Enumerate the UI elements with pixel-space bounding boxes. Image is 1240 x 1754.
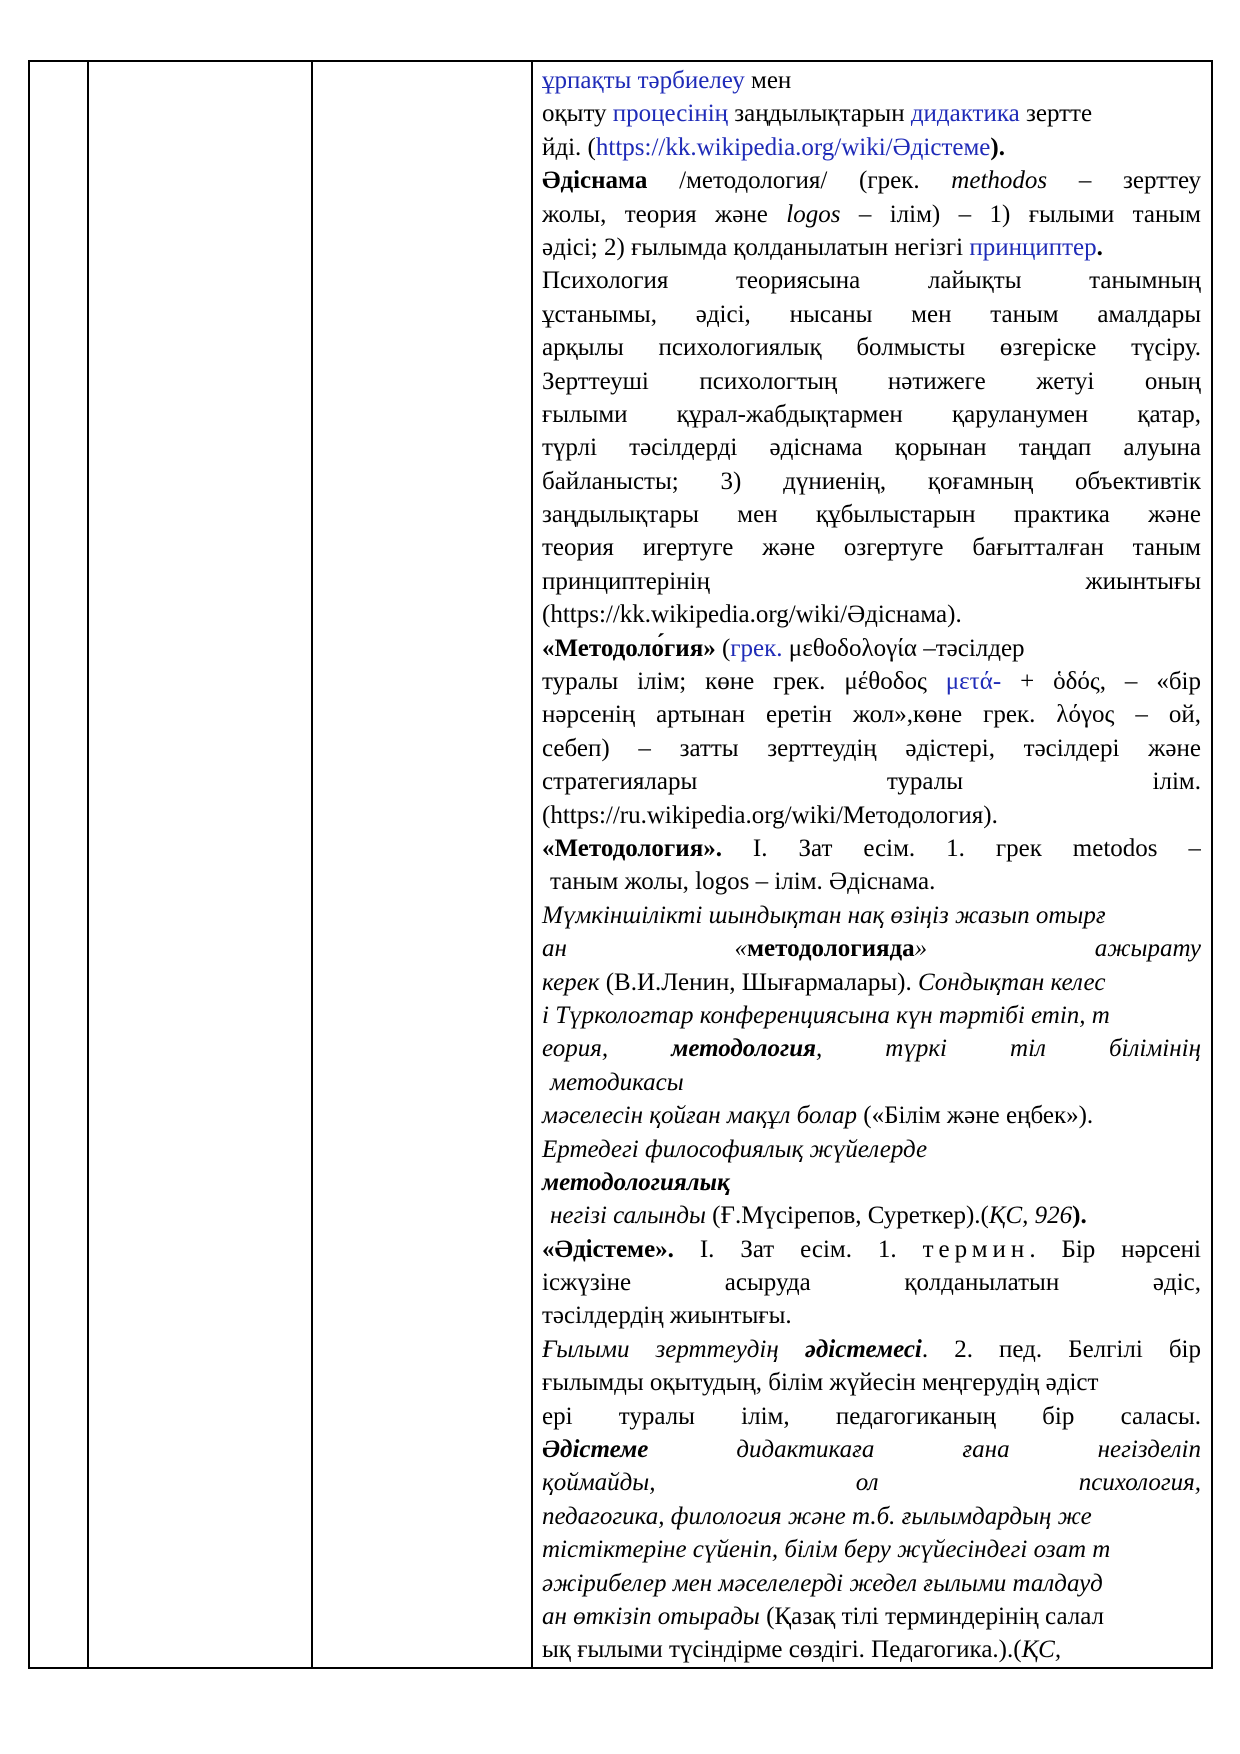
text: , түркі тіл білімінің bbox=[816, 1035, 1201, 1063]
table-cell-2 bbox=[88, 61, 312, 1668]
text: керек bbox=[542, 968, 600, 996]
text-line: ері туралы ілім, педагогиканың бір саласы. bbox=[542, 1402, 1201, 1430]
text: Сондықтан келес bbox=[917, 968, 1106, 996]
text-line: Зерттеуші психологтың нәтижеге жетуі оның bbox=[542, 367, 1201, 395]
text-line bbox=[542, 97, 1201, 130]
text-line bbox=[542, 231, 1201, 264]
text: пед. Белгілі бір bbox=[972, 1335, 1201, 1363]
text: («Білім және еңбек»). bbox=[857, 1102, 1094, 1130]
text: йді. ( bbox=[542, 133, 596, 161]
text-line bbox=[542, 1333, 1201, 1366]
term-metodologiya: «Методоло́гия» bbox=[542, 634, 716, 662]
text: I. Зат есім. 1. грек metodos – bbox=[721, 834, 1201, 862]
term-adisnama: Әдіснама bbox=[542, 167, 648, 195]
text: мен bbox=[744, 67, 792, 94]
text-line: қоймайды, ол психология, bbox=[542, 1469, 1201, 1497]
text-line: нәрсенің артынан еретін жол»,көне грек. λόγος – ой, bbox=[542, 701, 1201, 729]
text: . 2. bbox=[921, 1335, 973, 1363]
text-line bbox=[542, 1199, 1201, 1232]
text: ан « bbox=[542, 935, 748, 963]
text-line: стратегиялары туралы ілім. bbox=[542, 768, 1201, 796]
text-line: ісжүзіне асыруда қолданылатын әдіс, bbox=[542, 1269, 1201, 1297]
table-cell-number bbox=[29, 61, 88, 1668]
text: Ғылыми зерттеудің bbox=[542, 1335, 805, 1363]
text-line bbox=[542, 1233, 1201, 1266]
document-table bbox=[28, 60, 1213, 1669]
text-line bbox=[542, 198, 1201, 231]
text: әдістемесі bbox=[804, 1335, 922, 1363]
text: (В.И.Ленин, Шығармалары). bbox=[599, 968, 918, 996]
text: термин bbox=[922, 1235, 1030, 1263]
text-line: Ертедегі философиялық жүйелерде bbox=[542, 1135, 928, 1163]
text-line bbox=[542, 632, 1201, 665]
text: методологияда bbox=[747, 935, 915, 963]
text-line: ұстанымы, әдісі, нысаны мен таным амалдары bbox=[542, 300, 1201, 328]
text-line: (https://kk.wikipedia.org/wiki/Әдіснама). bbox=[542, 601, 962, 629]
text-line bbox=[542, 832, 1201, 865]
text-line: түрлі тәсілдерді әдіснама қорынан таңдап алуына bbox=[542, 434, 1201, 462]
text: (Қазақ тілі терминдерінің салал bbox=[759, 1602, 1105, 1630]
link-meta[interactable]: μετά- bbox=[945, 668, 1002, 696]
text: әдісі; 2) ғылымда қолданылатын негізгі bbox=[542, 233, 970, 261]
text: ық ғылыми түсіндірме сөздігі. Педагогика.).( bbox=[542, 1636, 1022, 1664]
text: туралы ілім; көне грек. μέθοδος bbox=[542, 668, 946, 696]
text: мәселесін қойған мақұл болар bbox=[542, 1102, 858, 1130]
text-line: себеп) – затты зерттеудің әдістері, тәсілдері және bbox=[542, 734, 1201, 762]
text-line: Мүмкіншілікті шындықтан нақ өзіңіз жазып отырғ bbox=[542, 901, 1106, 929]
text-line: методикасы bbox=[550, 1068, 684, 1096]
table-row bbox=[29, 61, 1212, 1668]
text: /методология/ (грек. bbox=[647, 167, 952, 195]
term-adisteme: «Әдістеме». bbox=[542, 1235, 674, 1263]
text: дидактикаға ғана негізделіп bbox=[648, 1436, 1201, 1464]
text: Әдістеме bbox=[542, 1436, 649, 1464]
text-line bbox=[542, 1099, 1201, 1132]
text-line: теория игертуге және озгертуге бағытталған таным bbox=[542, 534, 1201, 562]
text: зертте bbox=[1019, 100, 1093, 128]
term-metodologiya-2: «Методология». bbox=[542, 834, 722, 862]
text: methodos bbox=[951, 167, 1048, 195]
text: . Бір нәрсені bbox=[1029, 1235, 1201, 1263]
link-printsipter[interactable]: принциптер bbox=[969, 233, 1097, 261]
text-line: ғылымды оқытудың, білім жүйесін меңгерудің әдіст bbox=[542, 1369, 1099, 1397]
text: » ажырату bbox=[914, 935, 1201, 963]
text: ( bbox=[715, 634, 731, 662]
text: (Ғ.Мүсірепов, Суреткер).( bbox=[705, 1202, 989, 1230]
text-line bbox=[542, 665, 1201, 698]
text-line: тістіктеріне сүйеніп, білім беру жүйесіндегі озат т bbox=[542, 1536, 1111, 1564]
text: еория, bbox=[542, 1035, 672, 1063]
text: ҚС, 926 bbox=[988, 1202, 1073, 1230]
text-line bbox=[542, 1032, 1201, 1065]
text-line: ғылыми құрал-жабдықтармен қаруланумен қатар, bbox=[542, 400, 1201, 428]
text-line: әжірибелер мен мәселелерді жедел ғылыми талдауд bbox=[542, 1569, 1103, 1597]
text-line: методологиялық bbox=[542, 1168, 730, 1196]
text-line bbox=[542, 932, 1201, 965]
text: жолы, теория және bbox=[542, 200, 787, 228]
text: ан өткізіп отырады bbox=[542, 1602, 760, 1630]
text-line bbox=[542, 1633, 1201, 1666]
text-line: байланысты; 3) дүниенің, қоғамның объективтік bbox=[542, 467, 1201, 495]
text-line: і Түркологтар конференциясына күн тәртібі етіп, т bbox=[542, 1001, 1110, 1029]
table-cell-3 bbox=[312, 61, 532, 1668]
text: методология bbox=[671, 1035, 816, 1063]
text: logos bbox=[786, 200, 841, 228]
link-urpaqty[interactable]: ұрпақты тәрбиелеу bbox=[542, 67, 745, 94]
text: ҚС, bbox=[1021, 1636, 1062, 1664]
text: негізі салынды bbox=[550, 1202, 706, 1230]
link-didaktika[interactable]: дидактика bbox=[910, 100, 1020, 128]
text-line: Психология теориясына лайықты танымның bbox=[542, 267, 1201, 295]
text-line: (https://ru.wikipedia.org/wiki/Методология). bbox=[542, 801, 998, 829]
text: оқыту bbox=[542, 100, 613, 128]
text-line: педагогика, филология және т.б. ғылымдардың же bbox=[542, 1502, 1092, 1530]
link-wikipedia-adisteme[interactable]: https://kk.wikipedia.org/wiki/Әдістеме bbox=[595, 133, 991, 161]
text: μεθοδολογία –тәсілдер bbox=[782, 634, 1025, 662]
text: . bbox=[1096, 233, 1103, 261]
text: + ὁδός, – «бір bbox=[1001, 668, 1201, 696]
text-line: принциптерінің жиынтығы bbox=[542, 567, 1201, 595]
text-line: заңдылықтары мен құбылыстарын практика және bbox=[542, 501, 1201, 529]
text-line bbox=[542, 1433, 1201, 1466]
text-line bbox=[542, 966, 1201, 999]
content-text bbox=[533, 62, 1211, 1667]
text-line: таным жолы, logos – ілім. Әдіснама. bbox=[550, 868, 936, 896]
text-line bbox=[542, 164, 1201, 197]
link-grek[interactable]: грек. bbox=[730, 634, 783, 662]
text: – ілім) – 1) ғылыми таным bbox=[840, 200, 1201, 228]
text-line: арқылы психологиялық болмысты өзгеріске түсіру. bbox=[542, 334, 1201, 362]
text: ). bbox=[990, 133, 1005, 161]
text: ). bbox=[1072, 1202, 1087, 1230]
text: – зерттеу bbox=[1047, 167, 1201, 195]
link-protsesinin[interactable]: процесінің bbox=[612, 100, 729, 128]
text-line bbox=[542, 1600, 1201, 1633]
text-line bbox=[542, 131, 1201, 164]
text-line: тәсілдердің жиынтығы. bbox=[542, 1302, 792, 1330]
text-line bbox=[542, 64, 1201, 97]
table-cell-content bbox=[532, 61, 1212, 1668]
text: заңдылықтарын bbox=[728, 100, 911, 128]
text: I. Зат есім. 1. bbox=[673, 1235, 923, 1263]
